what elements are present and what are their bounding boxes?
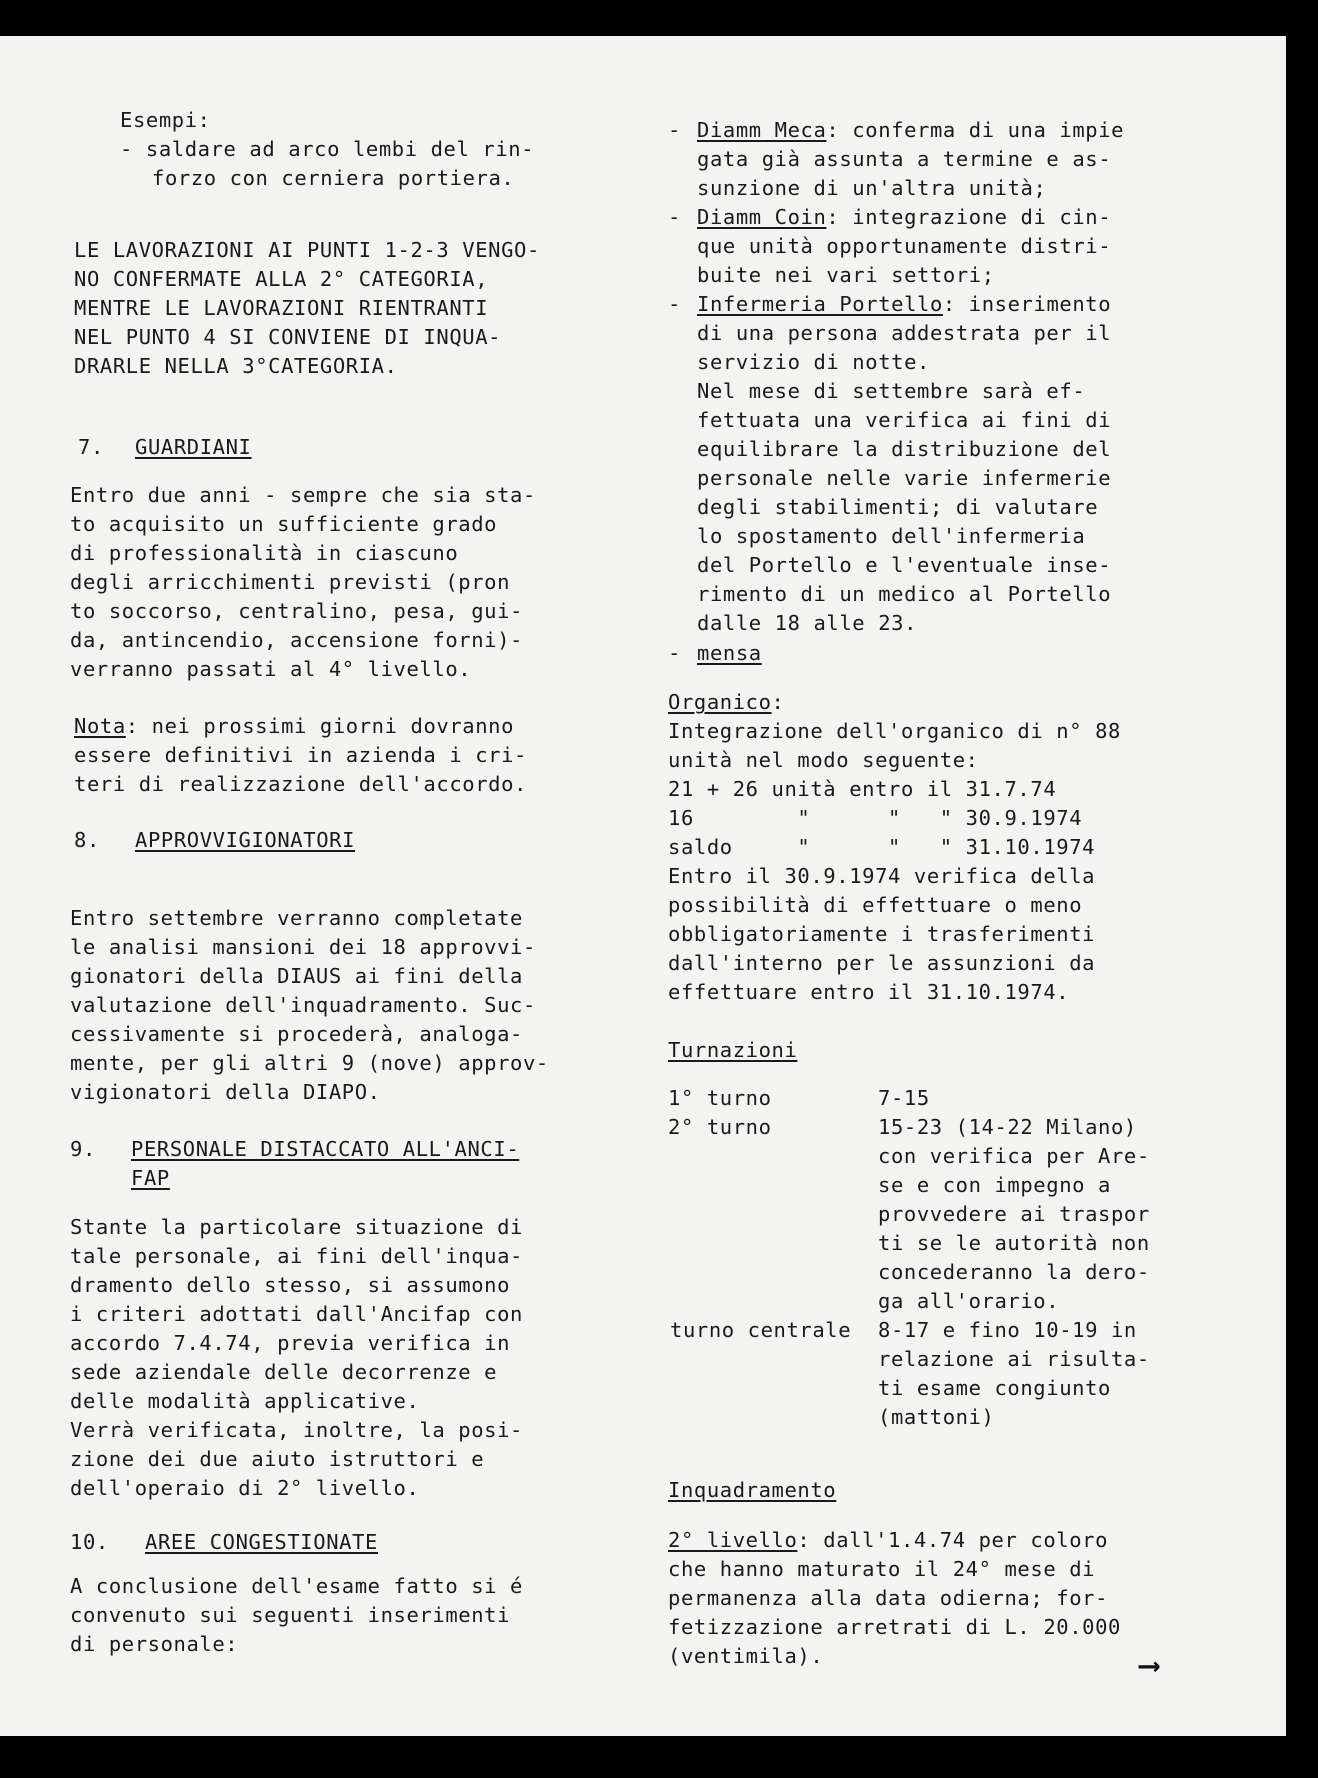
mensa-label: mensa — [697, 641, 762, 665]
nota-label: Nota — [74, 714, 126, 738]
turno-2-line: con verifica per Are- — [878, 1144, 1150, 1168]
section-10-title: AREE CONGESTIONATE — [145, 1530, 378, 1554]
infermeria-line: dalle 18 alle 23. — [697, 611, 918, 635]
section-8-line: vigionatori della DIAPO. — [70, 1080, 381, 1104]
organico-line: saldo " " " 31.10.1974 — [668, 835, 1096, 859]
section-7-line: to acquisito un sufficiente grado — [70, 512, 498, 536]
caps-line: DRARLE NELLA 3°CATEGORIA. — [74, 354, 398, 378]
livello-2-line — [668, 1526, 1108, 1555]
section-7-line: to soccorso, centralino, pesa, gui- — [70, 599, 523, 623]
caps-line: MENTRE LE LAVORAZIONI RIENTRANTI — [74, 296, 489, 320]
section-7-line: di professionalità in ciascuno — [70, 541, 459, 565]
organico-line: 16 " " " 30.9.1974 — [668, 806, 1083, 830]
meca-dash: - — [668, 118, 681, 142]
turno-2-line: ga all'orario. — [878, 1289, 1060, 1313]
coin-text: : integrazione di cin- — [826, 205, 1112, 229]
section-7-title: GUARDIANI — [135, 435, 252, 459]
turno-centrale-line: ti esame congiunto — [878, 1376, 1111, 1400]
section-8-line: valutazione dell'inquadramento. Suc- — [70, 993, 536, 1017]
section-8-line: Entro settembre verranno completate — [70, 906, 523, 930]
infermeria-line: lo spostamento dell'infermeria — [697, 524, 1086, 548]
section-9-line: dell'operaio di 2° livello. — [70, 1476, 420, 1500]
coin-line: que unità opportunamente distri- — [697, 234, 1112, 258]
organico-line: obbligatoriamente i trasferimenti — [668, 922, 1096, 946]
caps-line: NEL PUNTO 4 SI CONVIENE DI INQUA- — [74, 325, 502, 349]
nota-line: essere definitivi in azienda i cri- — [74, 743, 527, 767]
turno-centrale-label: turno centrale — [670, 1318, 852, 1342]
livello-2-line: fetizzazione arretrati di L. 20.000 — [668, 1615, 1121, 1639]
inquadramento-title: Inquadramento — [668, 1478, 837, 1502]
coin-line: buite nei vari settori; — [697, 263, 995, 287]
organico-line: Integrazione dell'organico di n° 88 — [668, 719, 1121, 743]
continue-arrow-icon: ⟶ — [1140, 1648, 1159, 1683]
organico-line: dall'interno per le assunzioni da — [668, 951, 1096, 975]
section-9-title: PERSONALE DISTACCATO ALL'ANCI- — [131, 1137, 520, 1161]
organico-colon: : — [771, 690, 785, 714]
infermeria-line: Nel mese di settembre sarà ef- — [697, 379, 1086, 403]
esempi-item: - saldare ad arco lembi del rin- — [120, 137, 535, 161]
livello-2-text: : dall'1.4.74 per coloro — [797, 1528, 1109, 1552]
turnazioni-title: Turnazioni — [668, 1038, 798, 1062]
infermeria-line: del Portello e l'eventuale inse- — [697, 553, 1112, 577]
livello-2-line: che hanno maturato il 24° mese di — [668, 1557, 1096, 1581]
organico-title: Organico — [668, 690, 772, 714]
section-7-number: 7. — [78, 435, 104, 459]
turno-2-line: se e con impegno a — [878, 1173, 1111, 1197]
infermeria-line: degli stabilimenti; di valutare — [697, 495, 1099, 519]
nota-line: teri di realizzazione dell'accordo. — [74, 772, 527, 796]
section-9-title-cont: FAP — [131, 1166, 170, 1190]
esempi-title: Esempi: — [120, 108, 211, 132]
section-8-number: 8. — [74, 828, 100, 852]
turno-2-line: ti se le autorità non — [878, 1231, 1150, 1255]
turno-2-line: 15-23 (14-22 Milano) — [878, 1115, 1137, 1139]
section-7-line: verranno passati al 4° livello. — [70, 657, 472, 681]
turno-2-label: 2° turno — [668, 1115, 772, 1139]
section-8-line: gionatori della DIAUS ai fini della — [70, 964, 523, 988]
section-9-line: zione dei due aiuto istruttori e — [70, 1447, 485, 1471]
infermeria-line: personale nelle varie infermerie — [697, 466, 1112, 490]
infermeria-label: Infermeria Portello — [697, 292, 943, 316]
organico-line: Entro il 30.9.1974 verifica della — [668, 864, 1096, 888]
section-8-line: mente, per gli altri 9 (nove) approv- — [70, 1051, 549, 1075]
section-7-line: degli arricchimenti previsti (pron — [70, 570, 511, 594]
esempi-item-cont: forzo con cerniera portiera. — [152, 166, 515, 190]
section-7-line: Entro due anni - sempre che sia sta- — [70, 483, 536, 507]
turno-centrale-line: (mattoni) — [878, 1405, 995, 1429]
section-9-line: accordo 7.4.74, previa verifica in — [70, 1331, 511, 1355]
section-9-line: dramento dello stesso, si assumono — [70, 1273, 511, 1297]
caps-line: NO CONFERMATE ALLA 2° CATEGORIA, — [74, 267, 489, 291]
section-9-line: tale personale, ai fini dell'inqua- — [70, 1244, 523, 1268]
section-9-line: Verrà verificata, inoltre, la posi- — [70, 1418, 523, 1442]
section-8-line: le analisi mansioni dei 18 approvvi- — [70, 935, 536, 959]
organico-line: effettuare entro il 31.10.1974. — [668, 980, 1070, 1004]
meca-text: : conferma di una impie — [826, 118, 1125, 142]
meca-line: sunzione di un'altra unità; — [697, 176, 1047, 200]
section-10-line: di personale: — [70, 1632, 239, 1656]
organico-heading — [668, 688, 785, 717]
meca-line — [697, 116, 1124, 145]
nota-text: : nei prossimi giorni dovranno — [125, 714, 515, 738]
coin-dash: - — [668, 205, 681, 229]
infermeria-line: servizio di notte. — [697, 350, 930, 374]
section-10-line: convenuto sui seguenti inserimenti — [70, 1603, 511, 1627]
turno-1-label: 1° turno — [668, 1086, 772, 1110]
caps-line: LE LAVORAZIONI AI PUNTI 1-2-3 VENGO- — [74, 238, 540, 262]
turno-centrale-line: relazione ai risulta- — [878, 1347, 1150, 1371]
infermeria-line — [697, 290, 1111, 319]
turno-centrale-line: 8-17 e fino 10-19 in — [878, 1318, 1137, 1342]
section-9-line: delle modalità applicative. — [70, 1389, 420, 1413]
livello-2-label: 2° livello — [668, 1528, 798, 1552]
organico-line: 21 + 26 unità entro il 31.7.74 — [668, 777, 1057, 801]
infermeria-line: di una persona addestrata per il — [697, 321, 1112, 345]
meca-label: Diamm Meca — [697, 118, 827, 142]
coin-label: Diamm Coin — [697, 205, 827, 229]
section-8-title: APPROVVIGIONATORI — [135, 828, 356, 852]
section-9-line: sede aziendale delle decorrenze e — [70, 1360, 498, 1384]
infermeria-line: rimento di un medico al Portello — [697, 582, 1112, 606]
livello-2-line: permanenza alla data odierna; for- — [668, 1586, 1109, 1610]
infermeria-line: fettuata una verifica ai fini di — [697, 408, 1112, 432]
turno-2-line: concederanno la dero- — [878, 1260, 1150, 1284]
organico-line: unità nel modo seguente: — [668, 748, 979, 772]
livello-2-line: (ventimila). — [668, 1644, 824, 1668]
infermeria-line: equilibrare la distribuzione del — [697, 437, 1112, 461]
nota-line — [74, 712, 514, 741]
section-7-line: da, antincendio, accensione forni)- — [70, 628, 523, 652]
section-8-line: cessivamente si procederà, analoga- — [70, 1022, 523, 1046]
document-page — [0, 36, 1286, 1736]
section-10-line: A conclusione dell'esame fatto si é — [70, 1574, 523, 1598]
section-10-number: 10. — [70, 1530, 109, 1554]
infermeria-dash: - — [668, 292, 681, 316]
section-9-line: Stante la particolare situazione di — [70, 1215, 523, 1239]
section-9-number: 9. — [70, 1137, 96, 1161]
mensa-dash: - — [668, 641, 681, 665]
meca-line: gata già assunta a termine e as- — [697, 147, 1112, 171]
turno-1-value: 7-15 — [878, 1086, 930, 1110]
coin-line — [697, 203, 1111, 232]
organico-line: possibilità di effettuare o meno — [668, 893, 1083, 917]
turno-2-line: provvedere ai traspor — [878, 1202, 1150, 1226]
infermeria-text: : inserimento — [942, 292, 1112, 316]
section-9-line: i criteri adottati dall'Ancifap con — [70, 1302, 523, 1326]
